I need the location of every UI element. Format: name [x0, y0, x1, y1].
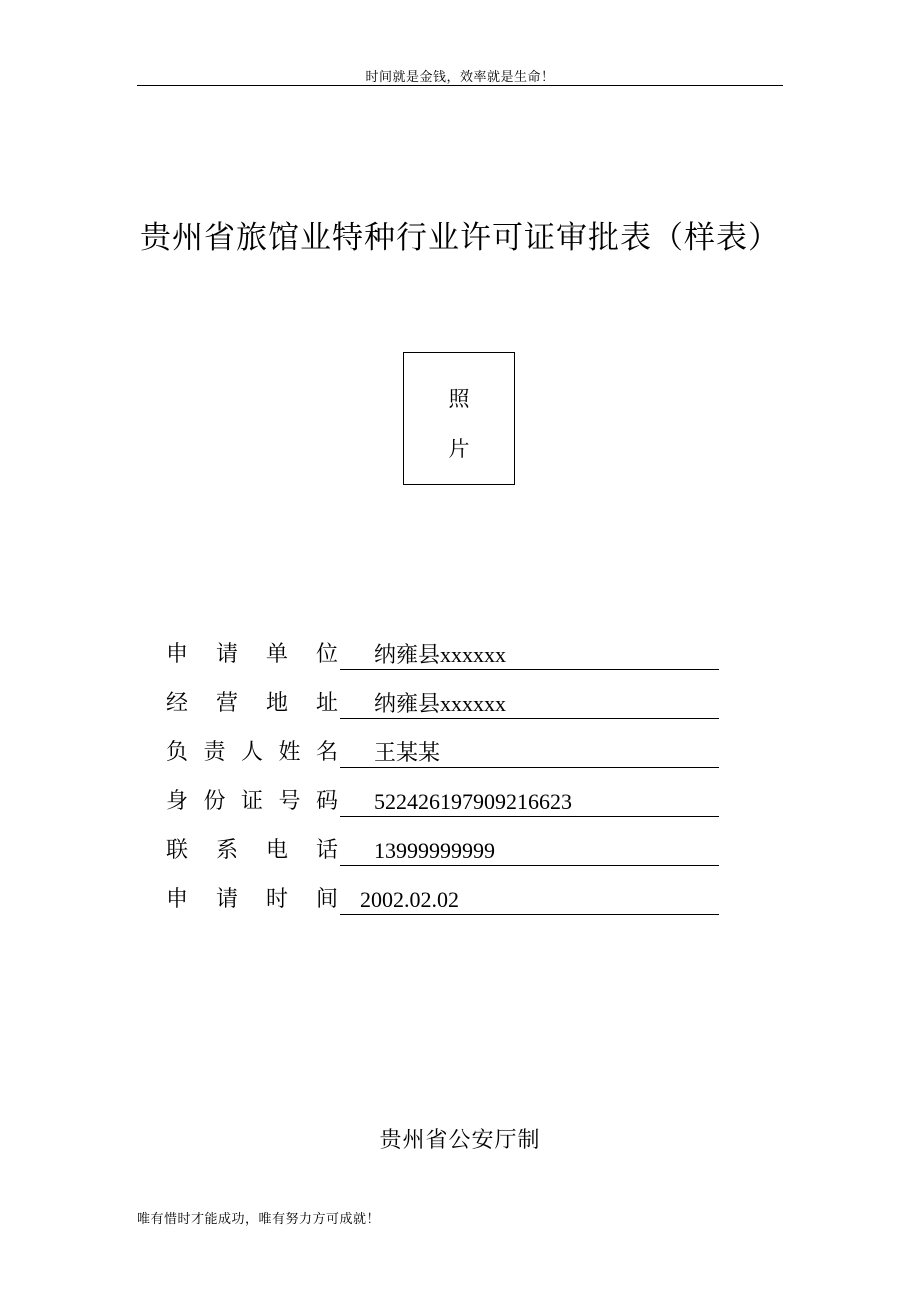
header-divider — [137, 85, 783, 86]
photo-label-char: 照 — [448, 387, 470, 411]
id-number-field[interactable]: 522426197909216623 — [340, 787, 719, 817]
label-char: 申 — [166, 887, 189, 912]
label-char: 名 — [315, 740, 338, 765]
label-char: 系 — [215, 838, 238, 863]
label-char: 营 — [215, 691, 238, 716]
label-char: 号 — [278, 789, 301, 814]
label-char: 责 — [203, 740, 226, 765]
label-char: 话 — [315, 838, 338, 863]
form-row-id-number — [166, 787, 726, 836]
responsible-person-field[interactable]: 王某某 — [340, 738, 719, 768]
form-label-responsible-person — [166, 738, 338, 768]
label-char: 电 — [265, 838, 288, 863]
label-char: 经 — [166, 691, 189, 716]
issuer-label: 贵州省公安厅制 — [379, 1128, 541, 1153]
form-row-business-address — [166, 689, 726, 738]
label-char: 请 — [215, 887, 238, 912]
label-char: 份 — [203, 789, 226, 814]
form-label-business-address — [166, 689, 338, 719]
label-char: 地 — [265, 691, 288, 716]
application-date-field[interactable]: 2002.02.02 — [340, 885, 719, 915]
label-char: 时 — [265, 887, 288, 912]
form-label-applicant-unit — [166, 640, 338, 670]
form-row-applicant-unit — [166, 640, 726, 689]
label-char: 负 — [166, 740, 189, 765]
label-char: 请 — [215, 642, 238, 667]
photo-label-char: 片 — [448, 437, 470, 461]
label-char: 位 — [315, 642, 338, 667]
label-char: 姓 — [278, 740, 301, 765]
form-label-application-date — [166, 885, 338, 915]
label-char: 身 — [166, 789, 189, 814]
form-row-application-date — [166, 885, 726, 934]
form-row-responsible-person — [166, 738, 726, 787]
label-char: 址 — [315, 691, 338, 716]
document-title: 贵州省旅馆业特种行业许可证审批表（样表） — [140, 220, 780, 256]
photo-placeholder — [403, 352, 515, 485]
label-char: 申 — [166, 642, 189, 667]
phone-field[interactable]: 13999999999 — [340, 836, 719, 866]
business-address-field[interactable]: 纳雍县xxxxxx — [340, 689, 719, 719]
header-motto: 时间就是金钱，效率就是生命！ — [365, 70, 555, 85]
label-char: 单 — [265, 642, 288, 667]
label-char: 码 — [315, 789, 338, 814]
label-char: 联 — [166, 838, 189, 863]
form-row-phone — [166, 836, 726, 885]
label-char: 人 — [240, 740, 263, 765]
form-label-id-number — [166, 787, 338, 817]
application-form — [166, 640, 726, 934]
footer-motto: 唯有惜时才能成功，唯有努力方可成就！ — [137, 1212, 381, 1227]
label-char: 间 — [315, 887, 338, 912]
form-label-phone — [166, 836, 338, 866]
applicant-unit-field[interactable]: 纳雍县xxxxxx — [340, 640, 719, 670]
label-char: 证 — [240, 789, 263, 814]
